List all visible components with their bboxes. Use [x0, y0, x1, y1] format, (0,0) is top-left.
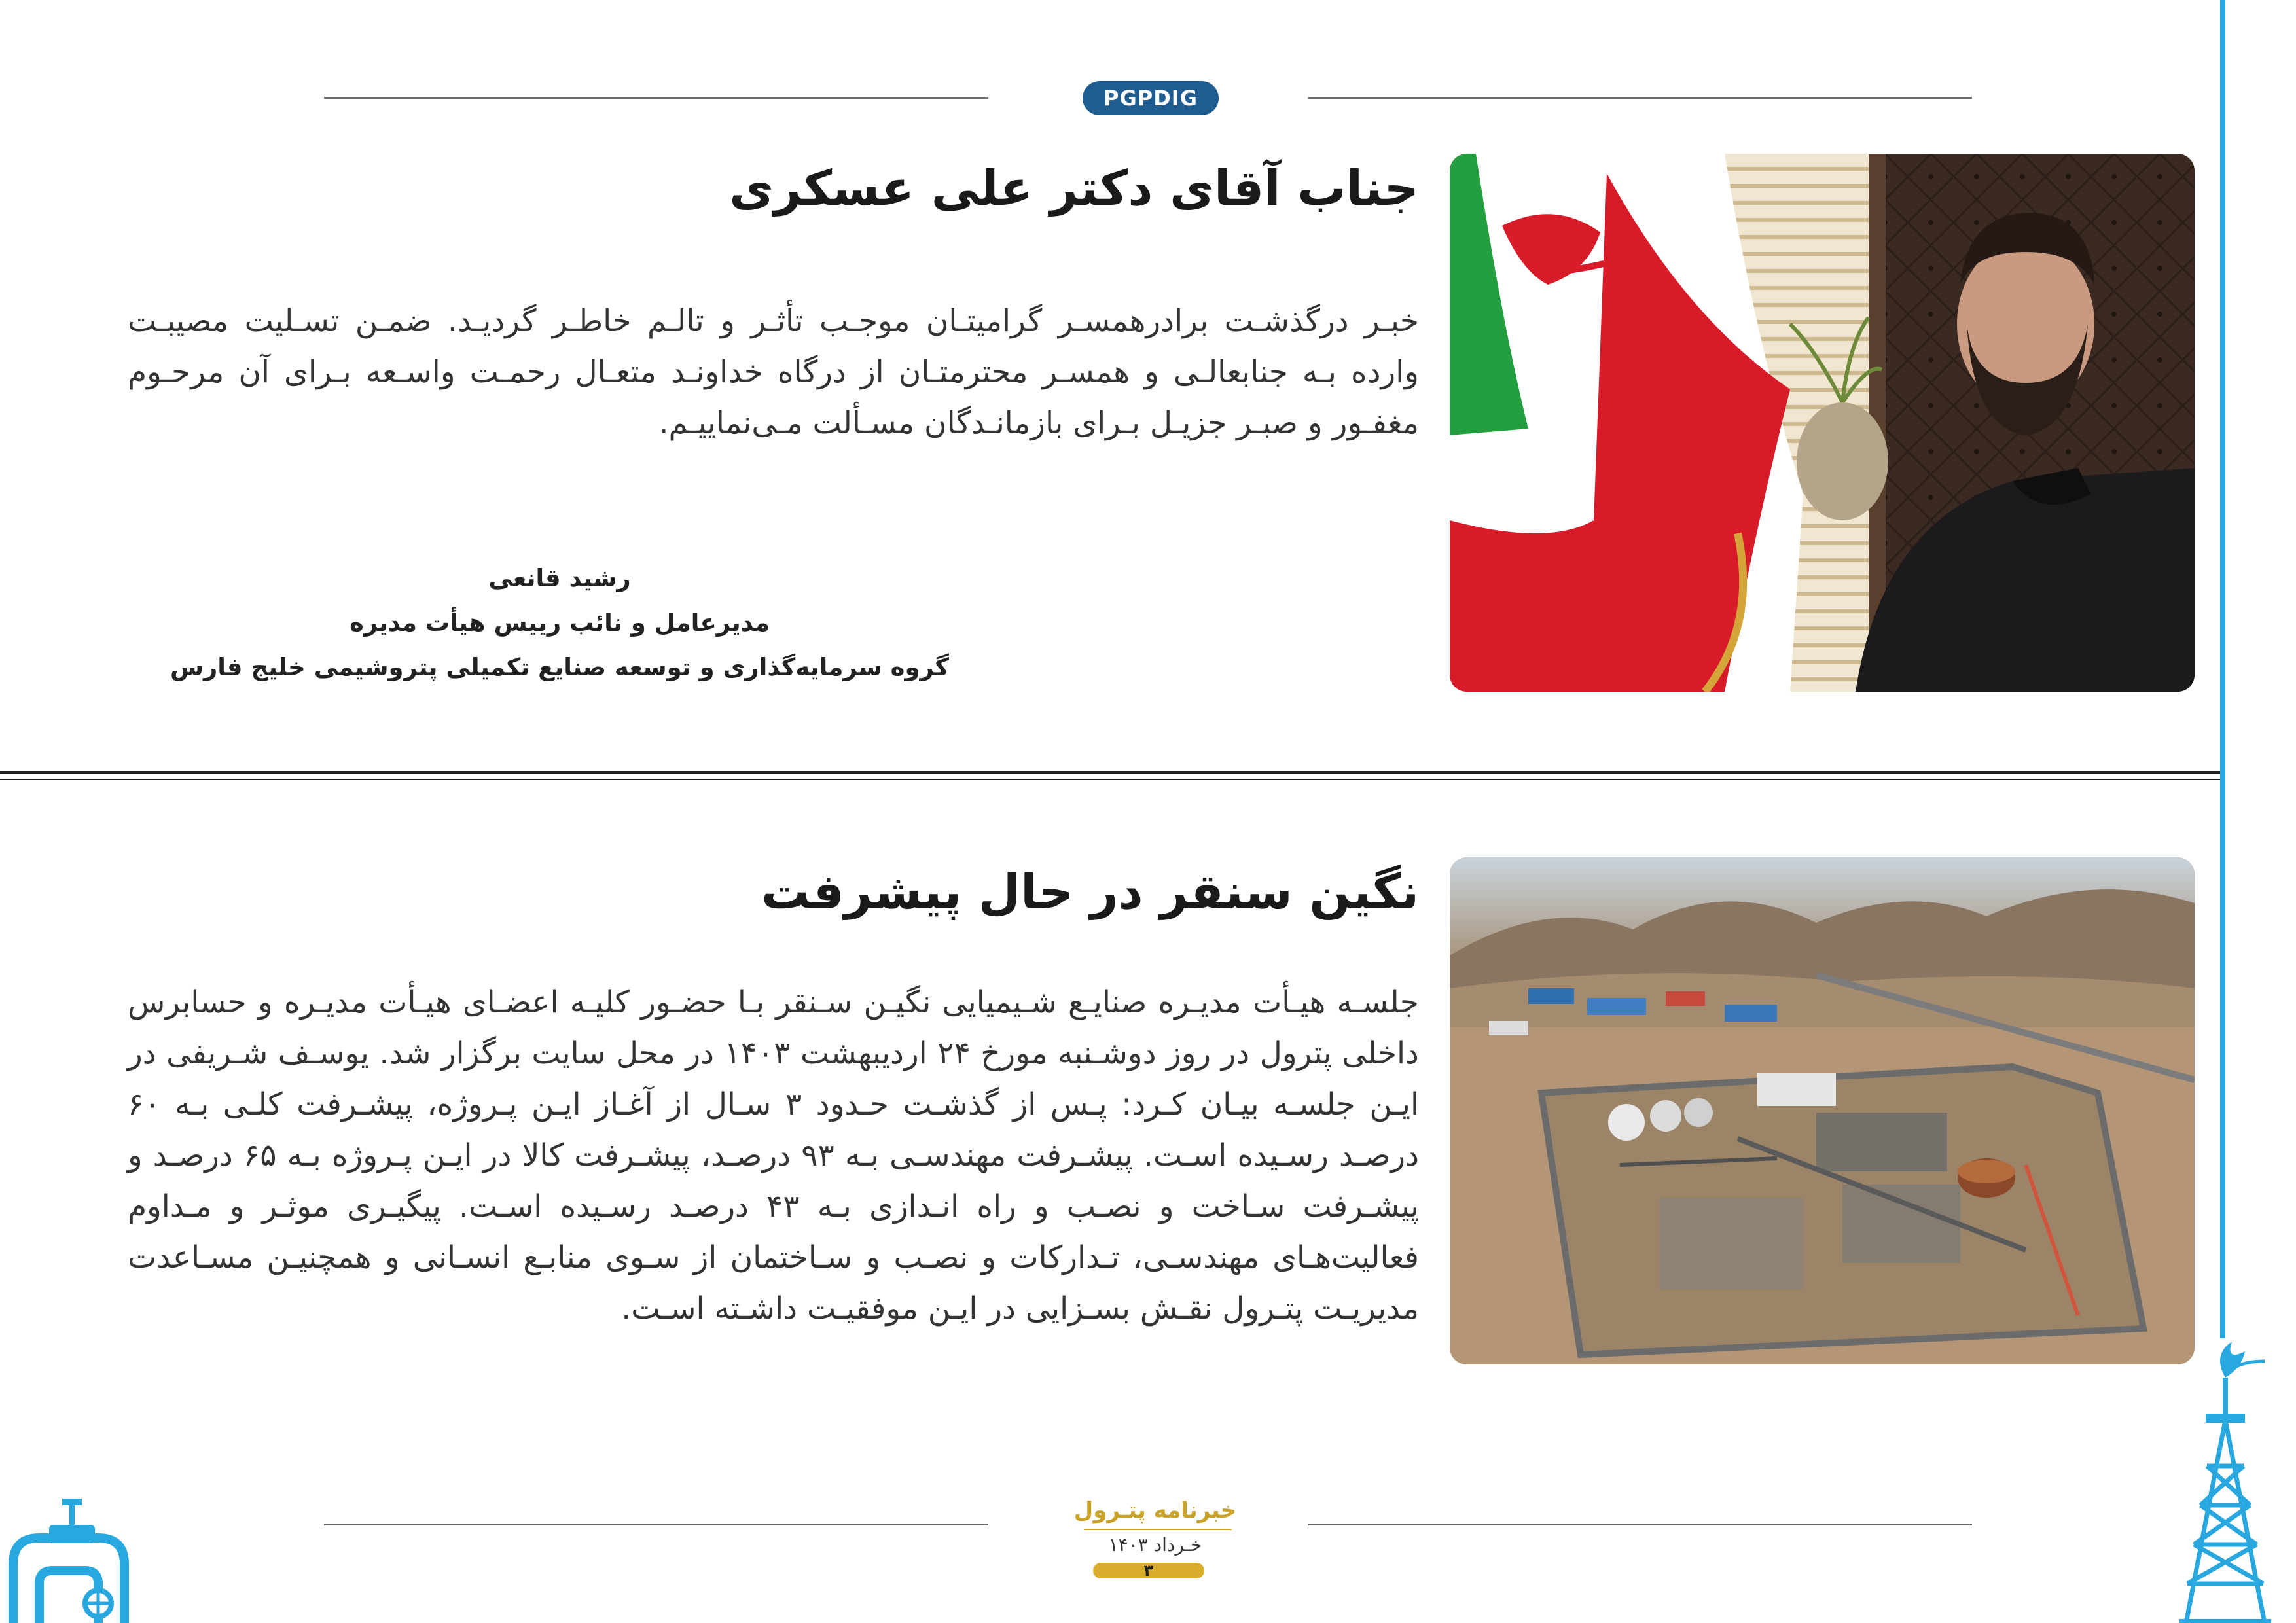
site-aerial-photo	[1450, 857, 2195, 1364]
header-rule-left	[324, 97, 988, 99]
page-number: ۳	[1093, 1563, 1204, 1578]
pipe-valve-icon	[0, 1486, 144, 1623]
signature-org: گروه سرمایه‌گذاری و توسعه صنایع تکمیلی پتروشیمی خلیج فارس	[170, 653, 950, 681]
footer-rule-right	[1308, 1524, 1972, 1525]
signature-name: رشید قانعی	[488, 564, 631, 592]
article1-body: خبـر درگذشـت برادرهمسـر گرامیتـان موجـب تأثـر و تالـم خاطـر گردیـد. ضمـن تسـلیت مصیبـت وارده بـه جنابعالـی و همسـر محترمتـان از درگاه خداونـد متعـال رحمـت واسـعه بـرای آن مرحـوم مغفـور و صبـر جزیـل بـرای بازمانـدگان مسـألت مـی‌نماییـم.	[128, 303, 1419, 441]
header-rule-right	[1308, 97, 1972, 99]
signature-role: مدیرعامل و نائب رییس هیأت مدیره	[349, 609, 770, 637]
section-divider-thin	[0, 779, 2220, 780]
article2-body: جلسـه هیـأت مدیـره صنایـع شـیمیایی نگیـن سـنقر بـا حضـور کلیـه اعضـای هیـأت مدیـره و حسابرس داخلی پترول در روز دوشـنبه مورخ ۲۴ اردیبهشت ۱۴۰۳ در محل سایت برگزار شد. یوسـف شـریفی در ایـن جلسـه بیـان کـرد: پـس از گذشـت حـدود ۳ سـال از آغـاز ایـن پـروژه، پیشـرفت کلـی بـه ۶۰ درصـد رسـیده اسـت. پیشـرفت مهندسـی بـه ۹۳ درصـد، پیشـرفت کالا در ایـن پـروژه بـه ۶۵ درصـد و پیشـرفت سـاخت و نصـب و راه انـدازی بـه ۴۳ درصـد رسـیده اسـت. پیگیـری موثـر و مـداوم فعالیت‌هـای مهندسـی، تـدارکات و نصـب و سـاختمان از سـوی منابـع انسـانی و همچنیـن مسـاعدت مدیریـت پتـرول نقـش بسـزایی در ایـن موفقیـت داشـته اسـت.	[128, 984, 1420, 1327]
article1-title: جناب آقای دکتر علی عسکری	[729, 160, 1419, 217]
footer-date: خـرداد ۱۴۰۳	[1108, 1534, 1202, 1556]
oil-derrick-icon	[2160, 1315, 2291, 1623]
footer-rule-left	[324, 1524, 988, 1525]
side-accent-line	[2220, 0, 2225, 1338]
site-aerial-photo-art	[1450, 857, 2195, 1364]
portrait-photo-art	[1450, 154, 2195, 692]
footer-brand-underline	[1084, 1529, 1232, 1530]
brand-badge: PGPDIG	[1083, 81, 1219, 115]
section-divider	[0, 771, 2220, 774]
article2-title: نگین سنقر در حال پیشرفت	[761, 864, 1419, 920]
portrait-photo	[1450, 154, 2195, 692]
footer-brand: خبرنامه پتـرول	[1073, 1497, 1237, 1524]
